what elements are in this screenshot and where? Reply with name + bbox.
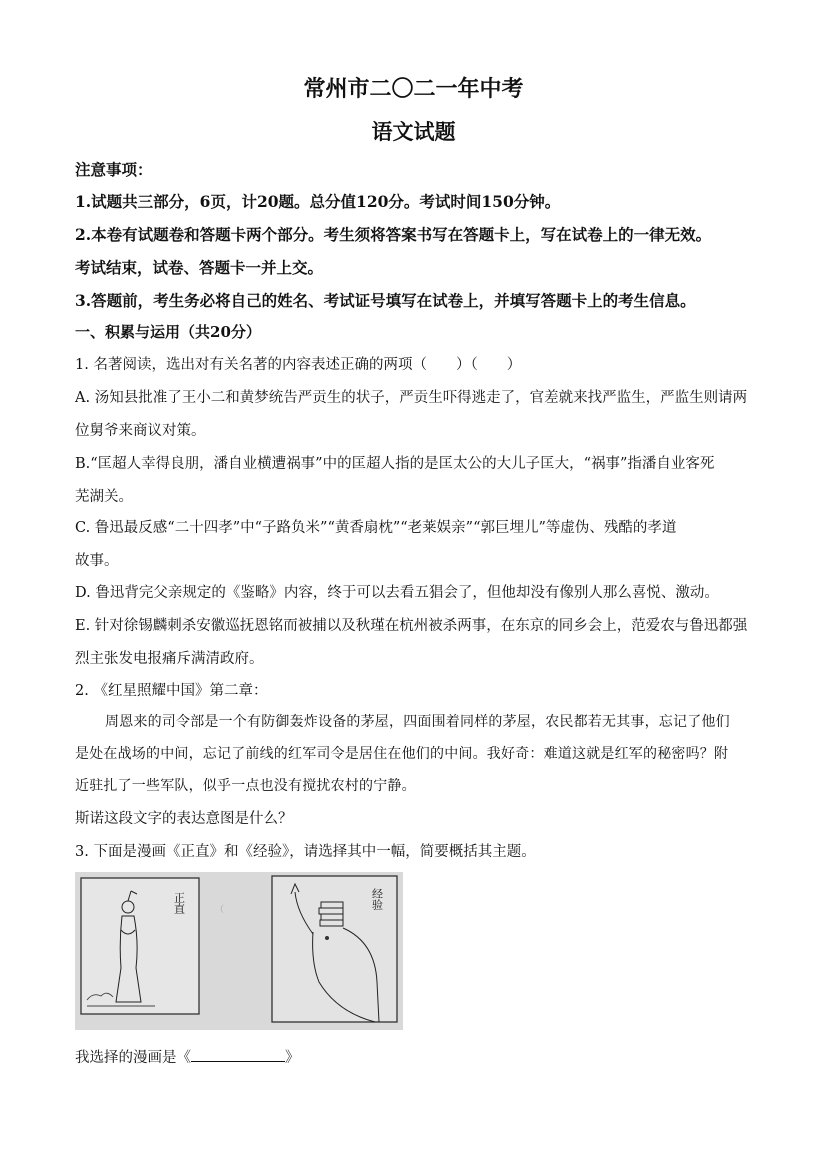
q2-passage-line-3: 近驻扎了一些军队，似乎一点也没有搅扰农村的宁静。 xyxy=(75,778,416,794)
q3-answer-suffix: 》 xyxy=(285,1050,300,1066)
q1-option-a: A. 汤知县批准了王小二和黄梦统告严贡生的状子，严贡生吓得逃走了，官差就来找严监生，严监生则请两 xyxy=(75,390,748,406)
q3-answer-blank[interactable] xyxy=(191,1047,285,1062)
comic-image xyxy=(75,872,403,1030)
q1-option-e-cont: 烈主张发电报痛斥满清政府。 xyxy=(75,651,264,667)
q1-option-c: C. 鲁迅最反感“二十四孝”中“子路负米”“黄香扇枕”“老莱娱亲”“郭巨埋儿”等虚伪、残酷的孝道 xyxy=(75,520,677,536)
q1-option-c-cont: 故事。 xyxy=(75,553,119,569)
notice-item-3: 3.答题前，考生务必将自己的姓名、考试证号填写在试卷上，并填写答题卡上的考生信息。 xyxy=(75,291,696,310)
q2-passage-line-1: 周恩来的司令部是一个有防御轰炸设备的茅屋，四面围着同样的茅屋，农民都若无其事，忘记了他们 xyxy=(105,714,730,730)
q2-question: 斯诺这段文字的表达意图是什么？ xyxy=(75,811,293,827)
q1-option-e: E. 针对徐锡麟刺杀安徽巡抚恩铭而被捕以及秋瑾在杭州被杀两事，在东京的同乡会上，范爱农与鲁迅都强 xyxy=(75,618,748,634)
q2-passage-line-2: 是处在战场的中间，忘记了前线的红军司令是居住在他们的中间。我好奇：难道这就是红军的秘密吗？附 xyxy=(75,746,729,762)
q1-option-b-cont: 芜湖关。 xyxy=(75,489,133,505)
q1-option-b: B.“匡超人幸得良朋，潘自业横遭祸事”中的匡超人指的是匡太公的大儿子匡大，“祸事”指潘自业客死 xyxy=(75,456,715,472)
q1-option-d: D. 鲁迅背完父亲规定的《鉴略》内容，终于可以去看五猖会了，但他却没有像别人那么喜悦、激动。 xyxy=(75,585,719,601)
notice-item-2-cont: 考试结束，试卷、答题卡一并上交。 xyxy=(75,258,324,277)
exam-subject: 语文试题 xyxy=(371,119,456,144)
notice-item-2: 2.本卷有试题卷和答题卡两个部分。考生须将答案书写在答题卡上，写在试卷上的一律无效。 xyxy=(75,225,712,244)
comic-right-panel xyxy=(272,876,397,1022)
q3-answer-prefix: 我选择的漫画是《 xyxy=(75,1050,191,1066)
svg-text:（: （ xyxy=(215,905,225,915)
q2-stem: 2. 《红星照耀中国》第二章： xyxy=(75,683,268,699)
comic-left-label: 正直 xyxy=(172,892,186,914)
notice-item-1: 1.试题共三部分，6页，计20题。总分值120分。考试时间150分钟。 xyxy=(75,192,561,211)
section-heading: 一、积累与运用（共20分） xyxy=(75,323,261,341)
comic-left-panel xyxy=(81,878,199,1014)
exam-title: 常州市二〇二一年中考 xyxy=(303,76,524,102)
q1-stem: 1. 名著阅读，选出对有关名著的内容表述正确的两项（ ）（ ） xyxy=(75,357,522,373)
notice-heading: 注意事项： xyxy=(75,160,153,179)
comic-right-label: 经验 xyxy=(370,888,384,910)
q3-answer-line xyxy=(75,1046,300,1067)
q1-option-a-cont: 位舅爷来商议对策。 xyxy=(75,423,206,439)
q3-stem: 3. 下面是漫画《正直》和《经验》，请选择其中一幅，简要概括其主题。 xyxy=(75,844,536,860)
